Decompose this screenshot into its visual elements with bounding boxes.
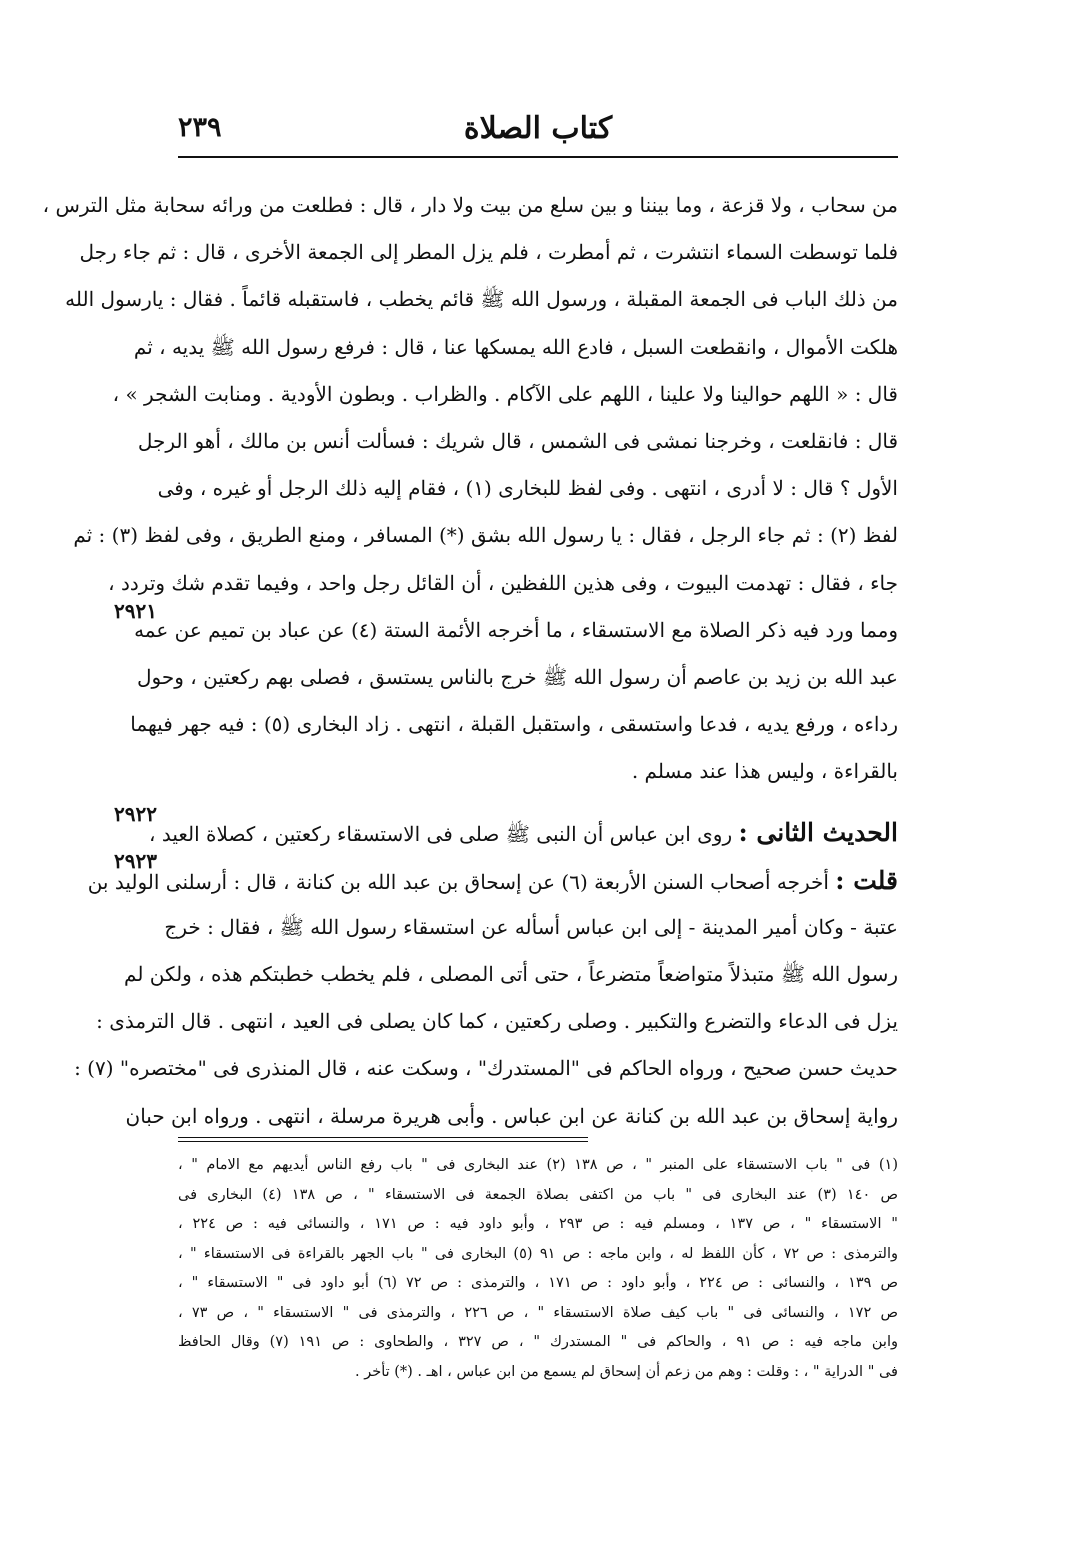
hadith-two-text: روى ابن عباس أن النبى ﷺ صلى فى الاستسقاء ركعتين ، كصلاة العيد ، bbox=[149, 822, 733, 847]
footnote-line: فى " الدراية " ، : وقلت : وهم من زعم أن إسحاق لم يسمع من ابن عباس ، اهـ . (*) تأخر . bbox=[355, 1363, 898, 1380]
text-line: عتبة - وكان أمير المدينة - إلى ابن عباس أسأله عن استسقاء رسول الله ﷺ ، فقال : خرج bbox=[164, 914, 898, 939]
text-line: هلكت الأموال ، وانقطعت السبل ، فادع الله يمسكها عنا ، قال : فرفع رسول الله ﷺ يديه ، ثم bbox=[133, 334, 898, 359]
running-title: كتاب الصلاة bbox=[463, 110, 613, 146]
hadith-two-line bbox=[149, 809, 898, 856]
qult-text: أخرجه أصحاب السنن الأربعة (٦) عن إسحاق بن عبد الله بن كنانة ، قال : أرسلنى الوليد بن bbox=[87, 869, 829, 894]
hadith-number: ٢٩٢١ bbox=[114, 599, 157, 623]
text-line: عبد الله بن زيد بن عاصم أن رسول الله ﷺ خرج بالناس يستسق ، فصلى بهم ركعتين ، وحول bbox=[137, 664, 898, 689]
page-header bbox=[178, 108, 898, 148]
footnote-line: (١) فى " باب الاستسقاء على المنبر " ، ص ١٣٨ (٢) عند البخارى فى " باب رفع الناس أيديهم مع الامام " ، bbox=[178, 1157, 898, 1173]
text-line: قال : « اللهم حوالينا ولا علينا ، اللهم على الآكام . والظراب . وبطون الأودية . ومنابت الشجر » ، bbox=[112, 381, 898, 406]
hadith-two-label: الحديث الثانى : bbox=[738, 818, 898, 848]
text-line: رسول الله ﷺ متبذلاً متواضعاً متضرعاً ، حتى أتى المصلى ، فلم يخطب خطبتكم هذه ، ولكن لم bbox=[124, 962, 898, 986]
footnote-line: ص ١٤٠ (٣) عند البخارى فى " باب من اكتفى بصلاة الجمعة فى الاستسقاء " ، ص ١٣٨ (٤) البخارى فى bbox=[178, 1186, 899, 1203]
text-line: من ذلك الباب فى الجمعة المقبلة ، ورسول الله ﷺ قائم يخطب ، فاستقبله قائماً . فقال : يارسول الله bbox=[65, 287, 898, 312]
header-rule bbox=[178, 156, 898, 158]
text-line: لفظ (٢) : ثم جاء الرجل ، فقال : يا رسول الله بشق (*) المسافر ، ومنع الطريق ، وفى لفظ (٣) : ثم bbox=[73, 523, 898, 548]
qult-label: قلت : bbox=[835, 865, 898, 895]
text-line: رداءه ، ورفع يديه ، فدعا واستسقى ، واستقبل القبلة ، انتهى . زاد البخارى (٥) : فيه جهر فيهما bbox=[130, 712, 898, 737]
hadith-number: ٢٩٢٢ bbox=[114, 802, 157, 826]
footnote-line: والترمذى : ص ٧٢ ، كأن اللفظ له ، وابن ماجه : ص ٩١ (٥) البخارى فى " باب الجهر بالقراءة فى الاستسقاء " ، bbox=[178, 1245, 898, 1262]
text-line: فلما توسطت السماء انتشرت ، ثم أمطرت ، فلم يزل المطر إلى الجمعة الأخرى ، قال : ثم جاء رجل bbox=[79, 240, 898, 265]
text-line: يزل فى الدعاء والتضرع والتكبير . وصلى ركعتين ، كما كان يصلى فى العيد ، انتهى . قال الترمذى : bbox=[96, 1009, 898, 1034]
text-line: من سحاب ، ولا قزعة ، وما بيننا و بين سلع من بيت ولا دار ، قال : فطلعت من ورائه سحابة مثل الترس ، bbox=[42, 193, 898, 217]
text-line: قال : فانقلعت ، وخرجنا نمشى فى الشمس ، قال شريك : فسألت أنس بن مالك ، أهو الرجل bbox=[137, 428, 898, 453]
hadith-number: ٢٩٢٣ bbox=[114, 849, 157, 873]
text-line: الأول ؟ قال : لا أدرى ، انتهى . وفى لفظ للبخارى (١) ، فقام إليه ذلك الرجل أو غيره ، وفى bbox=[157, 476, 898, 501]
text-line: ومما ورد فيه ذكر الصلاة مع الاستسقاء ، ما أخرجه الأئمة الستة (٤) عن عباد بن تميم عن عمه bbox=[134, 617, 898, 642]
page-number: ٢٣٩ bbox=[178, 112, 222, 143]
footnote-rule bbox=[178, 1137, 588, 1142]
footnote-line: ص ١٣٩ ، والنسائى : ص ٢٢٤ ، وأبو داود : ص ١٧١ ، والترمذى : ص ٧٢ (٦) أبو داود فى " الاستسقاء " ، bbox=[178, 1275, 898, 1291]
footnotes bbox=[178, 1151, 898, 1387]
text-line: جاء ، فقال : تهدمت البيوت ، وفى هذين اللفظين ، أن القائل رجل واحد ، وفيما تقدم شك وتردد ، bbox=[108, 570, 898, 595]
text-line: حديث حسن صحيح ، ورواه الحاكم فى "المستدرك" ، وسكت عنه ، قال المنذرى فى "مختصره" (٧) : bbox=[74, 1056, 898, 1081]
text-line: بالقراءة ، وليس هذا عند مسلم . bbox=[631, 759, 898, 784]
text-line: رواية إسحاق بن عبد الله بن كنانة عن ابن عباس . وأبى هريرة مرسلة ، انتهى . ورواه ابن حبان bbox=[125, 1103, 898, 1128]
footnote-line: " الاستسقاء " ، ص ١٣٧ ، ومسلم فيه : ص ٢٩٣ ، وأبو داود فيه : ص ١٧١ ، والنسائى فيه : ص ٢٢٤ ، bbox=[178, 1216, 898, 1232]
footnote-line: ص ١٧٢ ، والنسائى فى " باب كيف صلاة الاستسقاء " ، ص ٢٢٦ ، والترمذى فى " الاستسقاء " ، ص ٧٣ ، bbox=[178, 1304, 898, 1321]
paragraph-gap bbox=[178, 795, 898, 809]
footnote-line: وابن ماجه فيه : ص ٩١ ، والحاكم فى " المستدرك " ، ص ٣٢٧ ، والطحاوى : ص ١٩١ (٧) وقال الحافظ bbox=[178, 1334, 898, 1350]
